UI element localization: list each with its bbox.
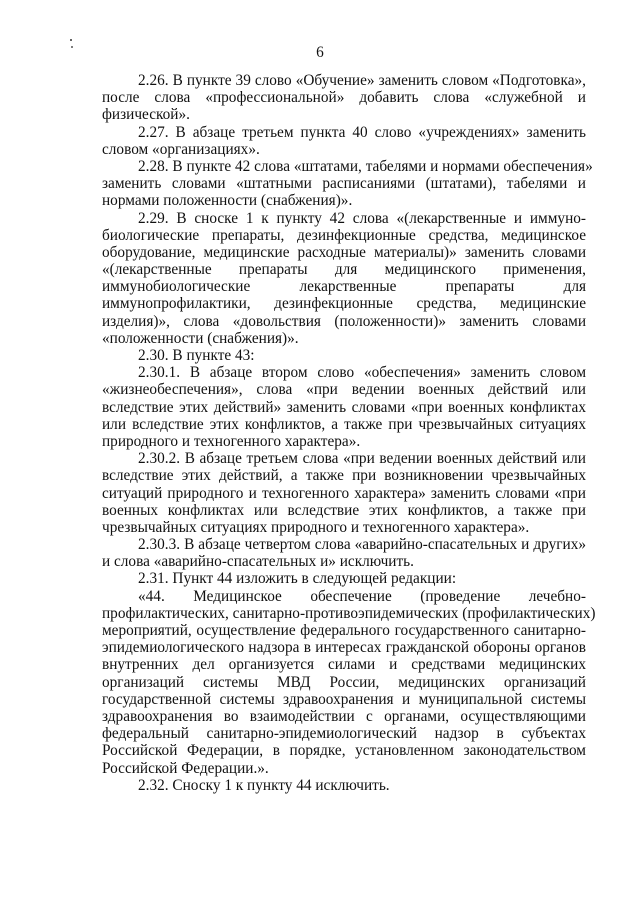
text-line: военных конфликтах или вследствие этих конфликтов, а также при [102,501,586,519]
paragraph [102,587,596,777]
text-line: иммунопрофилактики, дезинфекционные средства, медицинские [102,295,586,313]
text-line: «положенности (снабжения)». [102,329,299,347]
text-line: здравоохранения во взаимодействии с органами, осуществляющими [102,707,586,725]
text-line: «44. Медицинское обеспечение (проведение лечебно- [138,587,586,605]
text-line: физической». [102,106,190,124]
paragraph [102,450,586,536]
text-line: мероприятий, осуществление федерального государственного санитарно- [102,622,586,639]
paragraph [102,364,586,450]
text-line: оборудование, медицинские расходные материалы)» заменить словами [102,243,586,261]
text-line: 2.27. В абзаце третьем пункта 40 слово «учреждениях» заменить [138,123,586,141]
text-line: профилактических, санитарно-противоэпидемических (профилактических) [102,604,596,622]
text-line: нормами положенности (снабжения)». [102,192,353,210]
paragraph [102,777,586,794]
text-line: эпидемиологического надзора в интересах гражданской обороны органов [102,639,586,657]
text-line: 2.30.2. В абзаце третьем слова «при ведении военных действий или [138,450,586,468]
text-line: чрезвычайных ситуациях природного и техногенного характера». [102,518,530,536]
text-line: и слова «аварийно-спасательных и» исключить. [102,553,414,571]
text-line: «(лекарственные препараты для медицинского применения, [102,261,586,279]
text-line: 2.28. В пункте 42 слова «штатами, табелями и нормами обеспечения» [138,157,593,175]
text-line: организаций системы МВД России, медицинских организаций [102,673,586,691]
paragraph [102,157,593,210]
text-line: ситуаций природного и техногенного характера» заменить словами «при [102,484,586,502]
paragraph [102,536,586,570]
text-line: 2.26. В пункте 39 слово «Обучение» заменить словом «Подготовка», [138,72,586,89]
paragraph [102,124,586,158]
text-line: 2.30.3. В абзаце четвертом слова «аварийно-спасательных и других» [138,536,586,554]
text-line: иммунобиологические лекарственные препараты для [102,278,586,296]
text-line: государственной системы здравоохранения и муниципальной системы [102,690,586,708]
text-line: федеральный санитарно-эпидемиологический надзор в субъектах [102,725,586,743]
text-line: заменить словами «штатными расписаниями (штатами), табелями и [102,175,586,193]
page-number: 6 [316,44,324,61]
text-line: внутренних дел организуется силами и средствами медицинских [102,656,586,674]
scan-speck [70,39,72,41]
text-line: изделия)», слова «довольствия (положенности)» заменить словами [102,312,586,330]
text-line: 2.29. В сноске 1 к пункту 42 слова «(лекарственные и иммуно- [138,209,586,227]
text-line: Российской Федерации, в порядке, установленном законодательством [102,742,586,760]
text-line: Российской Федерации.». [102,759,269,777]
text-line: биологические препараты, дезинфекционные средства, медицинское [102,226,586,244]
paragraph [102,347,586,364]
text-line: 2.32. Сноску 1 к пункту 44 исключить. [138,776,390,794]
text-line: «жизнеобеспечения», слова «при ведении военных действий или [102,381,586,399]
paragraph [102,570,586,587]
text-line: вследствие этих действий» заменить словами «при военных конфликтах [102,398,586,416]
paragraph [102,210,586,348]
text-line: после слова «профессиональной» добавить слова «служебной и [102,89,586,107]
text-line: или вследствие этих конфликтов, а также при чрезвычайных ситуациях [102,415,586,433]
text-line: природного и техногенного характера». [102,432,361,450]
text-line: словом «организациях». [102,140,260,158]
text-line: 2.31. Пункт 44 изложить в следующей редакции: [138,570,457,588]
paragraph [102,72,586,124]
text-line: 2.30.1. В абзаце втором слово «обеспечения» заменить словом [138,364,586,382]
text-line: 2.30. В пункте 43: [138,347,255,364]
document-body [102,72,596,794]
text-line: вследствие этих действий, а также при возникновении чрезвычайных [102,467,586,485]
